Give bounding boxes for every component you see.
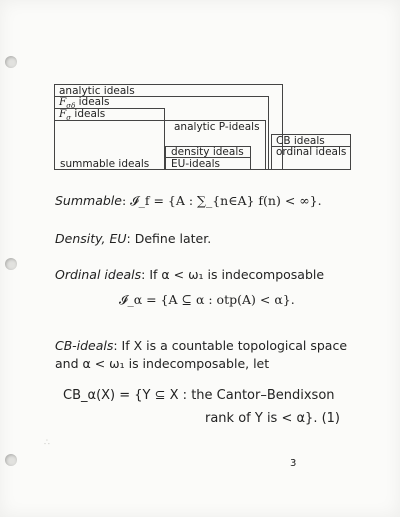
- punch-hole-bottom: [5, 454, 17, 466]
- eu-ideals-label: EU-ideals: [171, 158, 220, 170]
- punch-hole-top: [5, 56, 17, 68]
- ordinal-formula: 𝓘_α = {A ⊆ α : otp(A) < α}.: [119, 292, 295, 307]
- analytic-ideals-label: analytic ideals: [59, 85, 135, 97]
- scan-speck: ∴: [44, 438, 50, 448]
- ordinal-ideals-label: ordinal ideals: [276, 146, 347, 158]
- summable-definition: Summable: 𝓘_f = {A : ∑_{n∈A} f(n) < ∞}.: [55, 193, 322, 208]
- density-ideals-label: density ideals: [171, 146, 244, 158]
- cb-definition-line2: and α < ω₁ is indecomposable, let: [55, 356, 270, 371]
- analytic-p-ideals-label: analytic P-ideals: [174, 121, 260, 133]
- ordinal-definition: Ordinal ideals: If α < ω₁ is indecomposable: [55, 267, 325, 282]
- fs-ideals-label: $F_\sigma$ ideals: [59, 108, 106, 123]
- cb-formula-line2: rank of Y is < α}. (1): [205, 411, 341, 426]
- punch-hole-middle: [5, 258, 17, 270]
- fsd-ideals-label: $F_{\sigma\delta}$ ideals: [59, 96, 110, 111]
- summable-ideals-label: summable ideals: [60, 158, 150, 170]
- cb-ideals-label: CB ideals: [276, 135, 325, 147]
- cb-definition-line1: CB-ideals: If X is a countable topological space: [55, 338, 348, 353]
- page-number: 3: [290, 458, 297, 469]
- cb-formula-line1: CB_α(X) = {Y ⊆ X : the Cantor–Bendixson: [63, 388, 335, 403]
- density-definition: Density, EU: Define later.: [55, 231, 212, 246]
